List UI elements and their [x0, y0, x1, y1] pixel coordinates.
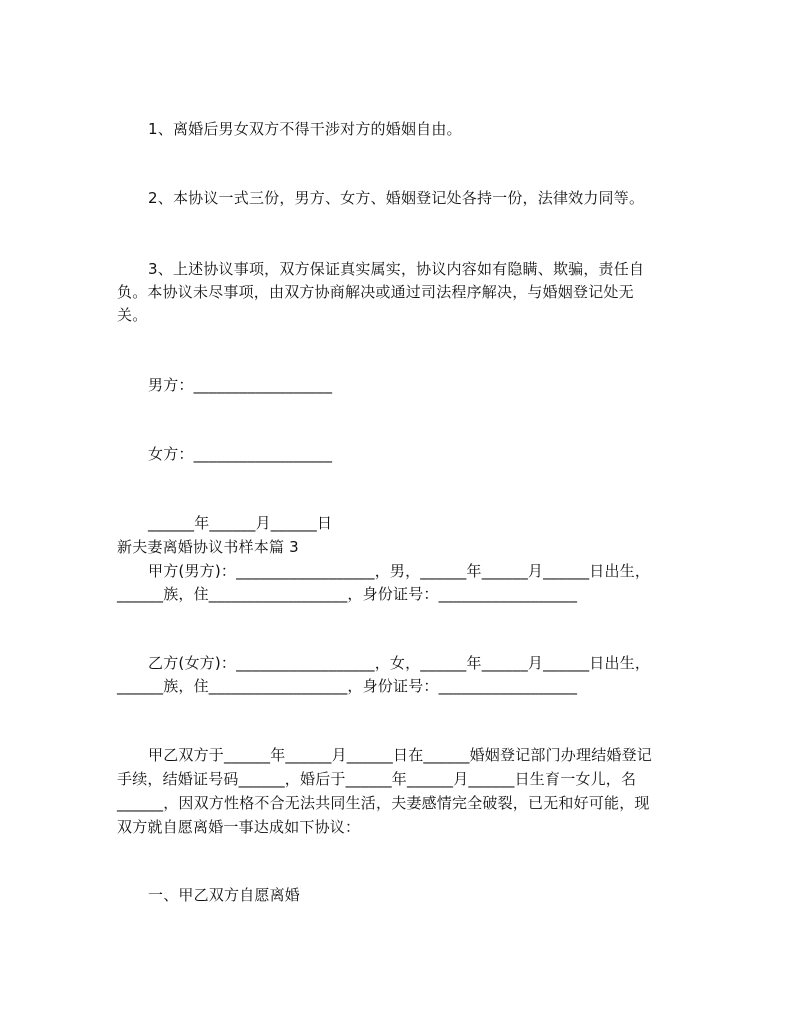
- clause-2: 2、本协议一式三份，男方、女方、婚姻登记处各持一份，法律效力同等。: [148, 189, 645, 207]
- intro-line-4: 双方就自愿离婚一事达成如下协议：: [117, 818, 361, 836]
- intro-line-3: ______，因双方性格不合无法共同生活，夫妻感情完全破裂，已无和好可能，现: [117, 794, 650, 812]
- party-b-line-1: 乙方(女方)：__________________，女，______年______月______日出生，: [148, 654, 651, 672]
- heading-one: 一、甲乙双方自愿离婚: [148, 886, 301, 904]
- clause-3-line-2: 负。本协议未尽事项，由双方协商解决或通过司法程序解决，与婚姻登记处无: [117, 283, 634, 301]
- clause-3-line-1: 3、上述协议事项，双方保证真实属实，协议内容如有隐瞒、欺骗，责任自: [148, 260, 645, 278]
- female-signature-line: 女方：__________________: [148, 445, 333, 463]
- section-title: 新夫妻离婚协议书样本篇 3: [117, 538, 299, 556]
- party-b-line-2: ______族，住__________________，身份证号：__________________: [117, 677, 578, 695]
- party-a-line-2: ______族，住__________________，身份证号：__________________: [117, 585, 578, 603]
- intro-line-2: 手续，结婚证号码______，婚后于______年______月______日生育一女儿，名: [117, 770, 637, 788]
- intro-line-1: 甲乙双方于______年______月______日在______婚姻登记部门办理结婚登记: [148, 746, 653, 764]
- party-a-line-1: 甲方(男方)：__________________，男，______年______月______日出生，: [148, 562, 651, 580]
- male-signature-line: 男方：__________________: [148, 376, 333, 394]
- date-line: ______年______月______日: [148, 514, 333, 532]
- clause-1: 1、离婚后男女双方不得干涉对方的婚姻自由。: [148, 120, 462, 138]
- clause-3-line-3: 关。: [117, 306, 148, 324]
